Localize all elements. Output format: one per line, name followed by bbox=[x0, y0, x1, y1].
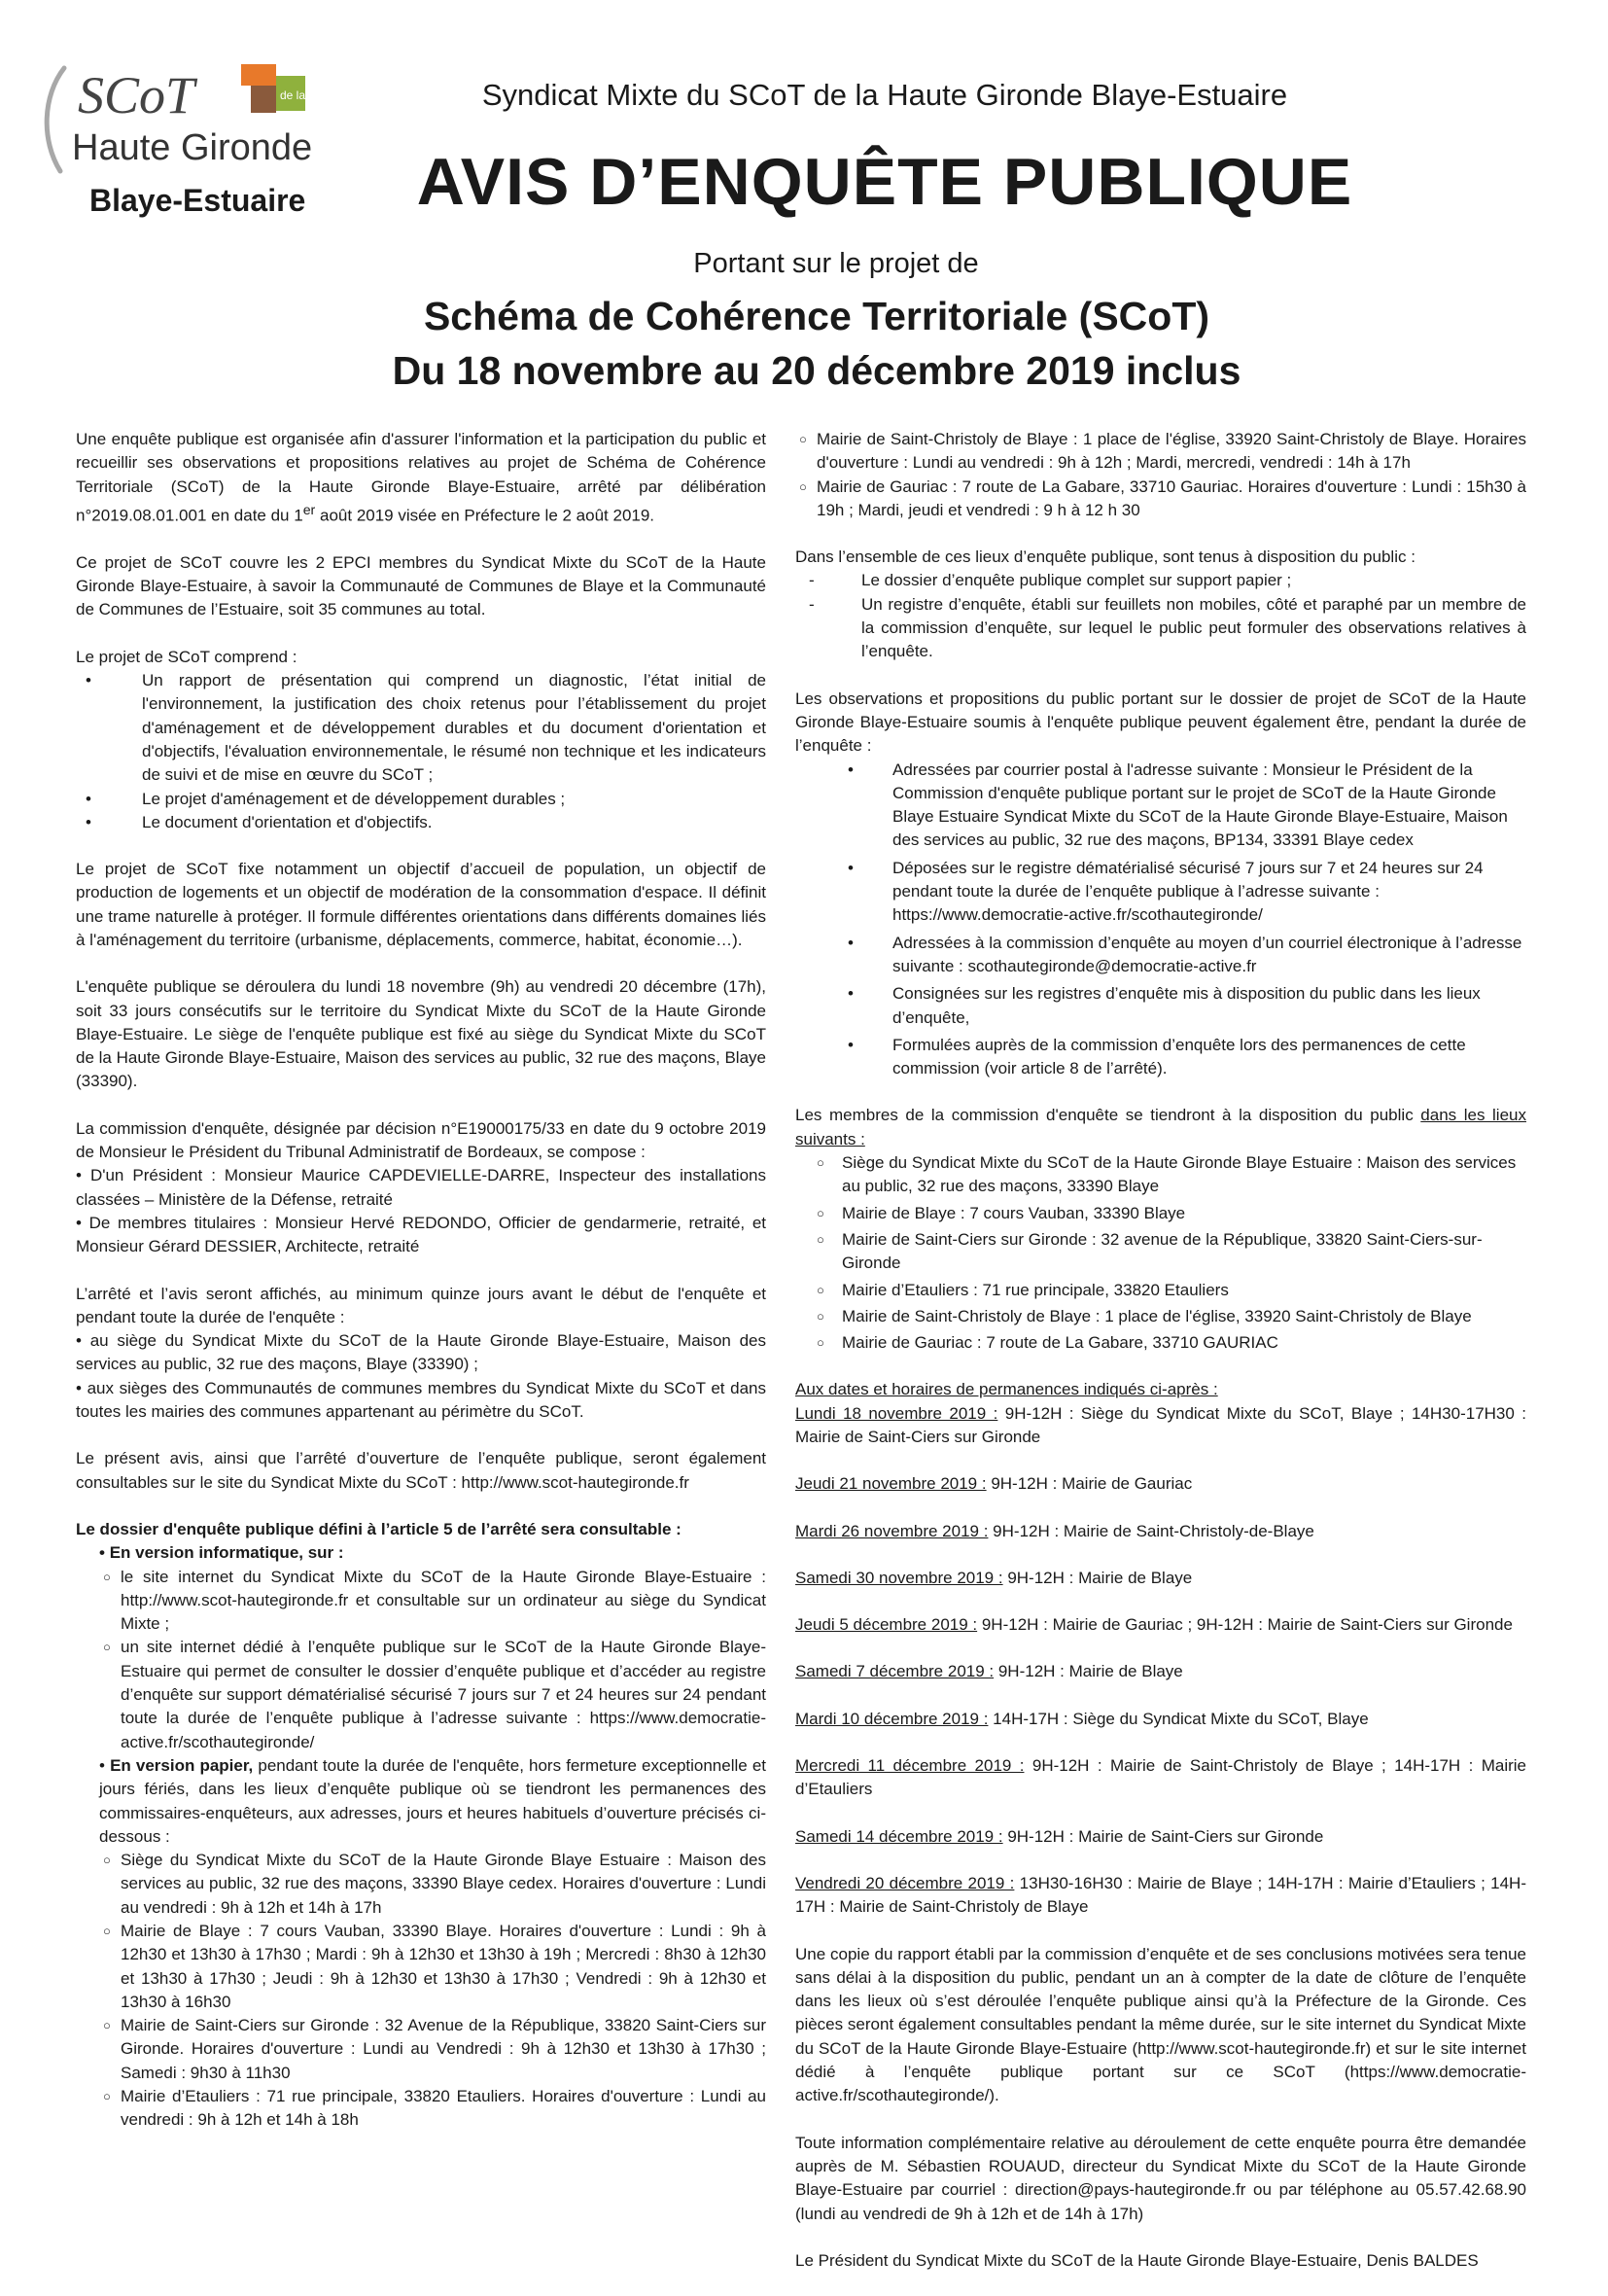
logo-small-text: de la bbox=[280, 88, 306, 102]
list-item: • au siège du Syndicat Mixte du SCoT de la Haute Gironde Blaye-Estuaire, Maison des services au public, 32 rue des maçons, Blaye (33390) ; bbox=[76, 1329, 766, 1377]
affichage-list bbox=[76, 1329, 766, 1424]
copie-paragraph: Une copie du rapport établi par la commission d’enquête et de ses conclusions motivées sera tenue sans délai à la disposition du public, pendant un an à compter de la date de clôture de l’enquête dans les lieux où s’est déroulée l’enquête publique ainsi qu’à la Préfecture de la Gironde. Ces pièces seront également consultables pendant la même durée, sur le site internet du Syndicat Mixte du SCoT de la Haute Gironde Blaye-Estuaire (http://www.scot-hautegironde.fr) et sur le site internet dédié à l’enquête publique portant sur ce SCoT (https://www.democratie-active.fr/scothautegironde/). bbox=[795, 1944, 1526, 2105]
page-title: AVIS D’ENQUÊTE PUBLIQUE bbox=[416, 145, 1353, 219]
version-papier: • En version papier, pendant toute la durée de l'enquête, hors fermeture exceptionnelle et jours fériés, dans les lieux d’enquête publique où se tiendront les permanences des commissaires-enquêteurs, aux adresses, jours et heures habituels d’ouverture précisés ci-dessous : bbox=[99, 1755, 766, 1846]
logo-main-text: Haute Gironde bbox=[72, 127, 313, 168]
logo-top-text: SCoT bbox=[78, 66, 195, 124]
info-list bbox=[99, 1566, 766, 1754]
list-item: • Consignées sur les registres d’enquête mis à disposition du public dans les lieux d’enquête, bbox=[795, 982, 1526, 1030]
project-title-line1: Schéma de Cohérence Territoriale (SCoT) bbox=[423, 294, 1210, 338]
list-item: ○ Mairie de Blaye : 7 cours Vauban, 33390 Blaye bbox=[795, 1202, 1526, 1225]
list-item: • aux sièges des Communautés de communes membres du Syndicat Mixte du SCoT et dans toutes les mairies des communes appartenant au périmètre du SCoT. bbox=[76, 1377, 766, 1425]
list-item: ○ Mairie d’Etauliers : 71 rue principale, 33820 Etauliers. Horaires d'ouverture : Lundi au vendredi : 9h à 12h et 14h à 18h bbox=[99, 2085, 766, 2133]
organization-name: Syndicat Mixte du SCoT de la Haute Gironde Blaye-Estuaire bbox=[481, 78, 1288, 112]
list-item: • De membres titulaires : Monsieur Hervé REDONDO, Officier de gendarmerie, retraité, et Monsieur Gérard DESSIER, Architecte, retraité bbox=[76, 1212, 766, 1259]
list-item: ○ Mairie de Saint-Ciers sur Gironde : 32 avenue de la République, 33820 Saint-Ciers-sur-Gironde bbox=[795, 1228, 1526, 1276]
lieux-list-continued bbox=[795, 428, 1526, 522]
version-info-label: • En version informatique, sur : bbox=[99, 1543, 344, 1563]
list-item: ○ Mairie de Saint-Ciers sur Gironde : 32 Avenue de la République, 33820 Saint-Ciers sur Gironde. Horaires d'ouverture : Lundi au Vendredi : 9h à 12h30 et 13h30 à 17h30 ; Samedi : 9h30 à 11h30 bbox=[99, 2014, 766, 2085]
affichage-paragraph: L’arrêté et l’avis seront affichés, au minimum quinze jours avant le début de l'enquête et pendant toute la durée de l'enquête : bbox=[76, 1284, 766, 1326]
list-item: ○ Mairie d’Etauliers : 71 rue principale, 33820 Etauliers bbox=[795, 1279, 1526, 1302]
information-paragraph: Toute information complémentaire relative au déroulement de cette enquête pourra être demandée auprès de M. Sébastien ROUAUD, directeur du Syndicat Mixte du SCoT de la Haute Gironde Blaye-Estuaire par courriel : direction@pays-hautegironde.fr ou par téléphone au 05.57.42.68.90 (lundi au vendredi de 9h à 12h et de 14h à 17h) bbox=[795, 2133, 1526, 2223]
list-item: • D'un Président : Monsieur Maurice CAPDEVIELLE-DARRE, Inspecteur des installations classées – Ministère de la Défense, retraité bbox=[76, 1164, 766, 1212]
list-item: • Le projet d'aménagement et de développement durables ; bbox=[76, 788, 766, 811]
permanence-row: Mardi 26 novembre 2019 : 9H-12H : Mairie de Saint-Christoly-de-Blaye bbox=[795, 1521, 1314, 1540]
list-item: ○ Siège du Syndicat Mixte du SCoT de la Haute Gironde Blaye Estuaire : Maison des services au public, 32 rue des maçons, 33390 Blaye cedex. Horaires d'ouverture : Lundi au vendredi : 9h à 12h et 14h à 17h bbox=[99, 1849, 766, 1920]
project-title bbox=[243, 289, 1390, 398]
version-info bbox=[76, 1541, 766, 2132]
dispo-list bbox=[795, 569, 1526, 663]
list-item: • Un rapport de présentation qui comprend un diagnostic, l’état initial de l'environnement, la justification des choix retenus pour l’établissement du projet d'aménagement et de développement durables et du document d'orientation et d'objectifs, l'évaluation environnementale, le résumé non technique et les indicateurs de suivi et de mise en œuvre du SCoT ; bbox=[76, 669, 766, 787]
membres-lieux-list bbox=[795, 1151, 1526, 1355]
list-item: - Un registre d’enquête, établi sur feuillets non mobiles, côté et paraphé par un membre de la commission d’enquête, sur lequel le public peut formuler des observations relatives à l’enquête. bbox=[795, 593, 1526, 664]
right-column bbox=[795, 428, 1526, 2296]
list-item: • Déposées sur le registre dématérialisé sécurisé 7 jours sur 7 et 24 heures sur 24 pendant toute la durée de l’enquête publique à l’adresse suivante : https://www.democratie-active.fr/scothautegironde/ bbox=[795, 857, 1526, 928]
permanence-row: Jeudi 21 novembre 2019 : 9H-12H : Mairie de Gauriac bbox=[795, 1474, 1193, 1494]
list-item: ○ Mairie de Gauriac : 7 route de La Gabare, 33710 Gauriac. Horaires d'ouverture : Lundi : 15h30 à 19h ; Mardi, jeudi et vendredi : 9 h à 12 h 30 bbox=[795, 476, 1526, 523]
signature: Le Président du Syndicat Mixte du SCoT de la Haute Gironde Blaye-Estuaire, Denis BALDES bbox=[795, 2250, 1479, 2270]
list-item: - Le dossier d’enquête publique complet sur support papier ; bbox=[795, 569, 1526, 592]
lieux-list bbox=[99, 1849, 766, 2133]
dossier-title: Le dossier d'enquête publique défini à l’article 5 de l’arrêté sera consultable : bbox=[76, 1519, 682, 1538]
observations-list bbox=[795, 759, 1526, 1081]
list-item: • Formulées auprès de la commission d’enquête lors des permanences de cette commission (voir article 8 de l’arrêté). bbox=[795, 1034, 1526, 1081]
list-item: ○ le site internet du Syndicat Mixte du SCoT de la Haute Gironde Blaye-Estuaire : http://www.scot-hautegironde.fr et consultable sur un ordinateur au siège du Syndicat Mixte ; bbox=[99, 1566, 766, 1637]
membres-intro: Les membres de la commission d'enquête se tiendront à la disposition du public dans les lieux suivants : bbox=[795, 1106, 1526, 1148]
list-item: • Adressées par courrier postal à l'adresse suivante : Monsieur le Président de la Commission d'enquête publique portant sur le projet de SCoT de la Haute Gironde Blaye Estuaire Syndicat Mixte du SCoT de la Haute Gironde Blaye-Estuaire, Maison des services au public, 32 rue des maçons, BP134, 33391 Blaye cedex bbox=[795, 759, 1526, 853]
comprend-list bbox=[76, 669, 766, 834]
left-column bbox=[76, 428, 766, 2133]
scot-logo bbox=[37, 56, 319, 222]
permanence-row: Samedi 7 décembre 2019 : 9H-12H : Mairie de Blaye bbox=[795, 1662, 1183, 1681]
list-item: ○ Siège du Syndicat Mixte du SCoT de la Haute Gironde Blaye Estuaire : Maison des services au public, 32 rue des maçons, 33390 Blaye bbox=[795, 1151, 1526, 1199]
project-title-line2: Du 18 novembre au 20 décembre 2019 inclus bbox=[392, 348, 1241, 393]
dispo-intro: Dans l’ensemble de ces lieux d’enquête publique, sont tenus à disposition du public : bbox=[795, 548, 1416, 567]
list-item: ○ Mairie de Saint-Christoly de Blaye : 1 place de l'église, 33920 Saint-Christoly de Blaye bbox=[795, 1305, 1526, 1328]
objectifs-paragraph: Le projet de SCoT fixe notamment un objectif d’accueil de population, un objectif de production de logements et un objectif de modération de la consommation d'espace. Il définit une trame naturelle à protéger. Il formule différentes orientations dans différents domaines liés à l'aménagement du territoire (urbanisme, déplacements, commerce, habitat, économie…). bbox=[76, 860, 766, 949]
commission-list bbox=[76, 1164, 766, 1258]
list-item: ○ Mairie de Saint-Christoly de Blaye : 1 place de l'église, 33920 Saint-Christoly de Blaye. Horaires d'ouverture : Lundi au vendredi : 9h à 12h ; Mardi, mercredi, vendredi : 14h à 17h bbox=[795, 428, 1526, 476]
permanence-row: Jeudi 5 décembre 2019 : 9H-12H : Mairie de Gauriac ; 9H-12H : Mairie de Saint-Ciers sur Gironde bbox=[795, 1615, 1513, 1635]
observations-intro: Les observations et propositions du public portant sur le dossier de projet de SCoT de la Haute Gironde Blaye-Estuaire soumis à l'enquête publique peuvent également être, pendant la durée de l’enquête : bbox=[795, 689, 1526, 756]
list-item: ○ Mairie de Blaye : 7 cours Vauban, 33390 Blaye. Horaires d'ouverture : Lundi : 9h à 12h30 et 13h30 à 17h30 ; Mardi : 9h à 12h30 et 13h30 à 19h ; Mercredi : 8h30 à 12h30 et 13h30 à 17h30 ; Jeudi : 9h à 12h30 et 13h30 à 17h30 ; Vendredi : 9h à 12h30 et 13h30 à 16h30 bbox=[99, 1920, 766, 2014]
permanence-row: Vendredi 20 décembre 2019 : 13H30-16H30 : Mairie de Blaye ; 14H-17H : Mairie d’Etauliers ; 14H-17H : Mairie de Saint-Christoly de Blaye bbox=[795, 1873, 1526, 1917]
avis-paragraph: Le présent avis, ainsi que l’arrêté d’ouverture de l’enquête publique, seront également consultables sur le site du Syndicat Mixte du SCoT : http://www.scot-hautegironde.fr bbox=[76, 1449, 766, 1492]
commission-paragraph: La commission d'enquête, désignée par décision n°E19000175/33 en date du 9 octobre 2019 de Monsieur le Président du Tribunal Administratif de Bordeaux, se compose : bbox=[76, 1118, 766, 1162]
permanences-list bbox=[795, 1402, 1526, 1920]
subtitle: Portant sur le projet de bbox=[693, 248, 979, 279]
list-item: • Le document d'orientation et d'objectifs. bbox=[76, 811, 766, 834]
intro-paragraph: Une enquête publique est organisée afin d'assurer l'information et la participation du public et recueillir ses observations et propositions relatives au projet de Schéma de Cohérence Territoriale (SCoT) de la Haute Gironde Blaye-Estuaire, arrêté par délibération n°2019.08.01.001 en date du 1er août 2019 visée en Préfecture le 2 août 2019. bbox=[76, 430, 766, 525]
list-item: ○ Mairie de Gauriac : 7 route de La Gabare, 33710 GAURIAC bbox=[795, 1331, 1526, 1355]
logo-graphic-icon bbox=[37, 56, 319, 183]
permanences-title: Aux dates et horaires de permanences indiqués ci-après : bbox=[795, 1380, 1218, 1399]
list-item: • Adressées à la commission d’enquête au moyen d’un courriel électronique à l’adresse suivante : scothautegironde@democratie-active.fr bbox=[795, 932, 1526, 979]
permanence-row: Samedi 14 décembre 2019 : 9H-12H : Mairie de Saint-Ciers sur Gironde bbox=[795, 1826, 1324, 1846]
permanence-row: Mardi 10 décembre 2019 : 14H-17H : Siège du Syndicat Mixte du SCoT, Blaye bbox=[795, 1709, 1369, 1728]
logo-subtitle: Blaye-Estuaire bbox=[89, 183, 306, 218]
list-item: ○ un site internet dédié à l’enquête publique sur le SCoT de la Haute Gironde Blaye-Estuaire qui permet de consulter le dossier d’enquête publique et d’accéder au registre d’enquête sur support dématérialisé sécurisé 7 jours sur 7 et 24 heures sur 24 pendant toute la durée de l’enquête publique à l’adresse suivante : https://www.democratie-active.fr/scothautegironde/ bbox=[99, 1636, 766, 1753]
comprend-intro: Le projet de SCoT comprend : bbox=[76, 647, 297, 666]
perimeter-paragraph: Ce projet de SCoT couvre les 2 EPCI membres du Syndicat Mixte du SCoT de la Haute Gironde Blaye-Estuaire, à savoir la Communauté de Communes de Blaye et la Communauté de Communes de l’Estuaire, soit 35 communes au total. bbox=[76, 552, 766, 619]
permanence-row: Mercredi 11 décembre 2019 : 9H-12H : Mairie de Saint-Christoly de Blaye ; 14H-17H : Mairie d’Etauliers bbox=[795, 1756, 1526, 1799]
dates-paragraph: L'enquête publique se déroulera du lundi 18 novembre (9h) au vendredi 20 décembre (17h), soit 33 jours consécutifs sur le territoire du Syndicat Mixte du SCoT de la Haute Gironde Blaye-Estuaire. Le siège de l'enquête publique est fixé au siège du Syndicat Mixte du SCoT de la Haute Gironde Blaye-Estuaire, Maison des services au public, 32 rue des maçons, Blaye (33390). bbox=[76, 977, 766, 1091]
permanence-row: Samedi 30 novembre 2019 : 9H-12H : Mairie de Blaye bbox=[795, 1568, 1193, 1587]
permanence-row: Lundi 18 novembre 2019 : 9H-12H : Siège du Syndicat Mixte du SCoT, Blaye ; 14H30-17H30 : Mairie de Saint-Ciers sur Gironde bbox=[795, 1403, 1526, 1446]
